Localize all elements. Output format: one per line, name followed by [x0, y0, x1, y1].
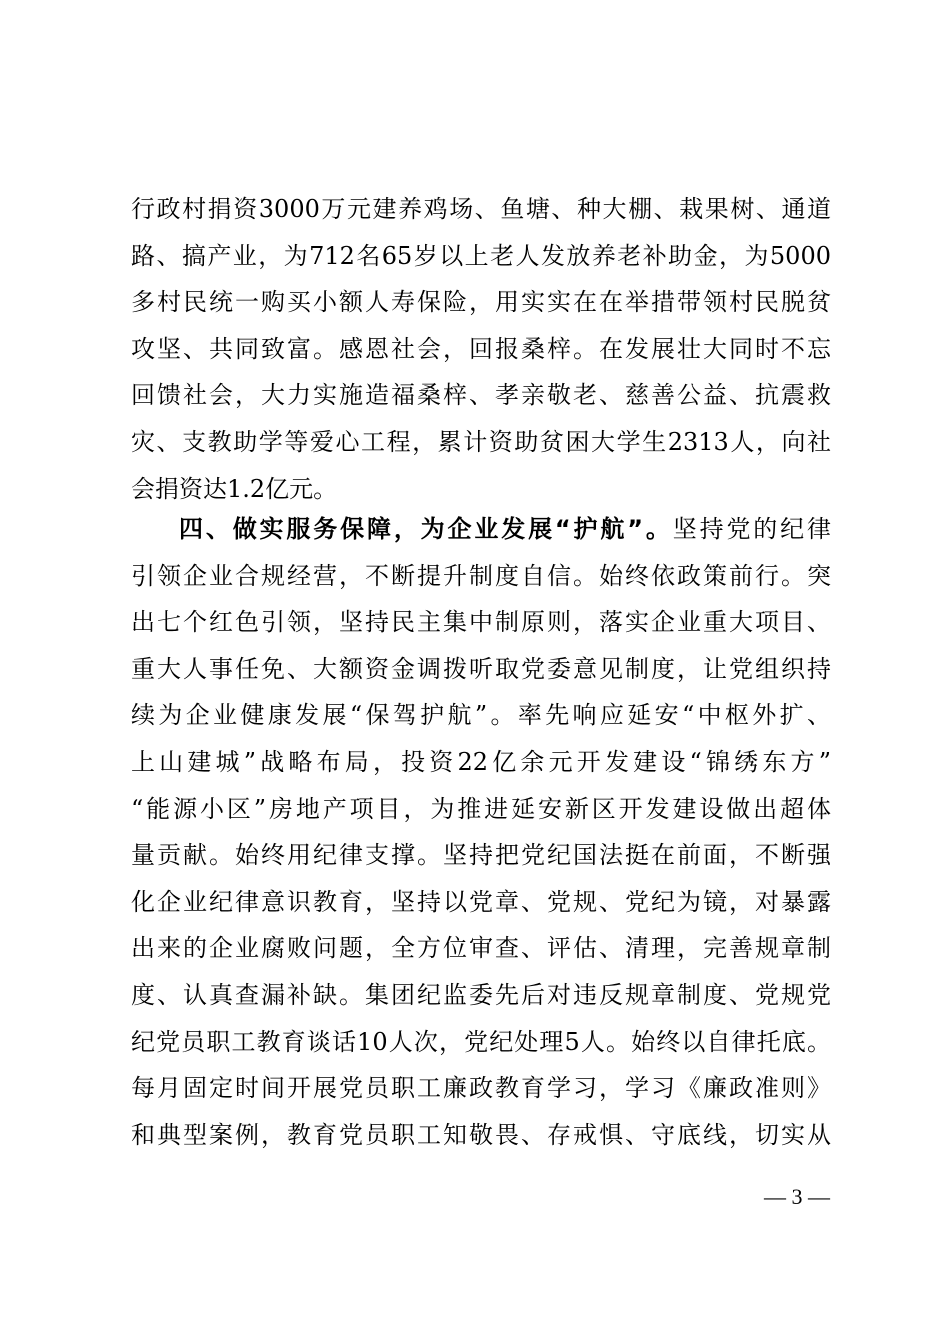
paragraph-line: 纪党员职工教育谈话10人次，党纪处理5人。始终以自律托底。 [131, 1027, 831, 1056]
paragraph-line: 续为企业健康发展“保驾护航”。率先响应延安“中枢外扩、 [131, 701, 831, 730]
paragraph-line: 上山建城”战略布局，投资22亿余元开发建设“锦绣东方” [131, 747, 831, 776]
paragraph-line: 路、搞产业，为712名65岁以上老人发放养老补助金，为5000 [131, 241, 831, 270]
paragraph-line: 多村民统一购买小额人寿保险，用实实在在举措带领村民脱贫 [131, 288, 831, 317]
paragraph-1 [131, 186, 831, 512]
paragraph-text: 坚持党的纪律 [672, 515, 832, 543]
paragraph-line: “能源小区”房地产项目，为推进延安新区开发建设做出超体 [131, 794, 831, 823]
paragraph-2 [131, 506, 831, 1158]
paragraph-line: 引领企业合规经营，不断提升制度自信。始终依政策前行。突 [131, 561, 831, 590]
paragraph-line: 度、认真查漏补缺。集团纪监委先后对违反规章制度、党规党 [131, 980, 831, 1009]
paragraph-line: 量贡献。始终用纪律支撑。坚持把党纪国法挺在前面，不断强 [131, 841, 831, 870]
paragraph-line: 每月固定时间开展党员职工廉政教育学习，学习《廉政准则》 [131, 1074, 831, 1103]
page-number: — 3 — [764, 1184, 830, 1209]
paragraph-line: 出来的企业腐败问题，全方位审查、评估、清理，完善规章制 [131, 934, 831, 963]
section-heading: 四、做实服务保障，为企业发展“护航”。 [179, 515, 673, 543]
paragraph-line: 灾、支教助学等爱心工程，累计资助贫困大学生2313人，向社 [131, 427, 831, 456]
paragraph-line: 会捐资达1.2亿元。 [131, 474, 338, 503]
paragraph-first-line [131, 506, 831, 553]
paragraph-line: 和典型案例，教育党员职工知敬畏、存戒惧、守底线，切实从 [131, 1120, 831, 1149]
paragraph-line: 攻坚、共同致富。感恩社会，回报桑梓。在发展壮大同时不忘 [131, 334, 831, 363]
paragraph-line: 行政村捐资3000万元建养鸡场、鱼塘、种大棚、栽果树、通道 [131, 195, 831, 223]
paragraph-line: 重大人事任免、大额资金调拨听取党委意见制度，让党组织持 [131, 654, 831, 683]
paragraph-line: 化企业纪律意识教育，坚持以党章、党规、党纪为镜，对暴露 [131, 887, 831, 916]
paragraph-line: 回馈社会，大力实施造福桑梓、孝亲敬老、慈善公益、抗震救 [131, 381, 831, 410]
paragraph-line: 出七个红色引领，坚持民主集中制原则，落实企业重大项目、 [131, 608, 831, 637]
